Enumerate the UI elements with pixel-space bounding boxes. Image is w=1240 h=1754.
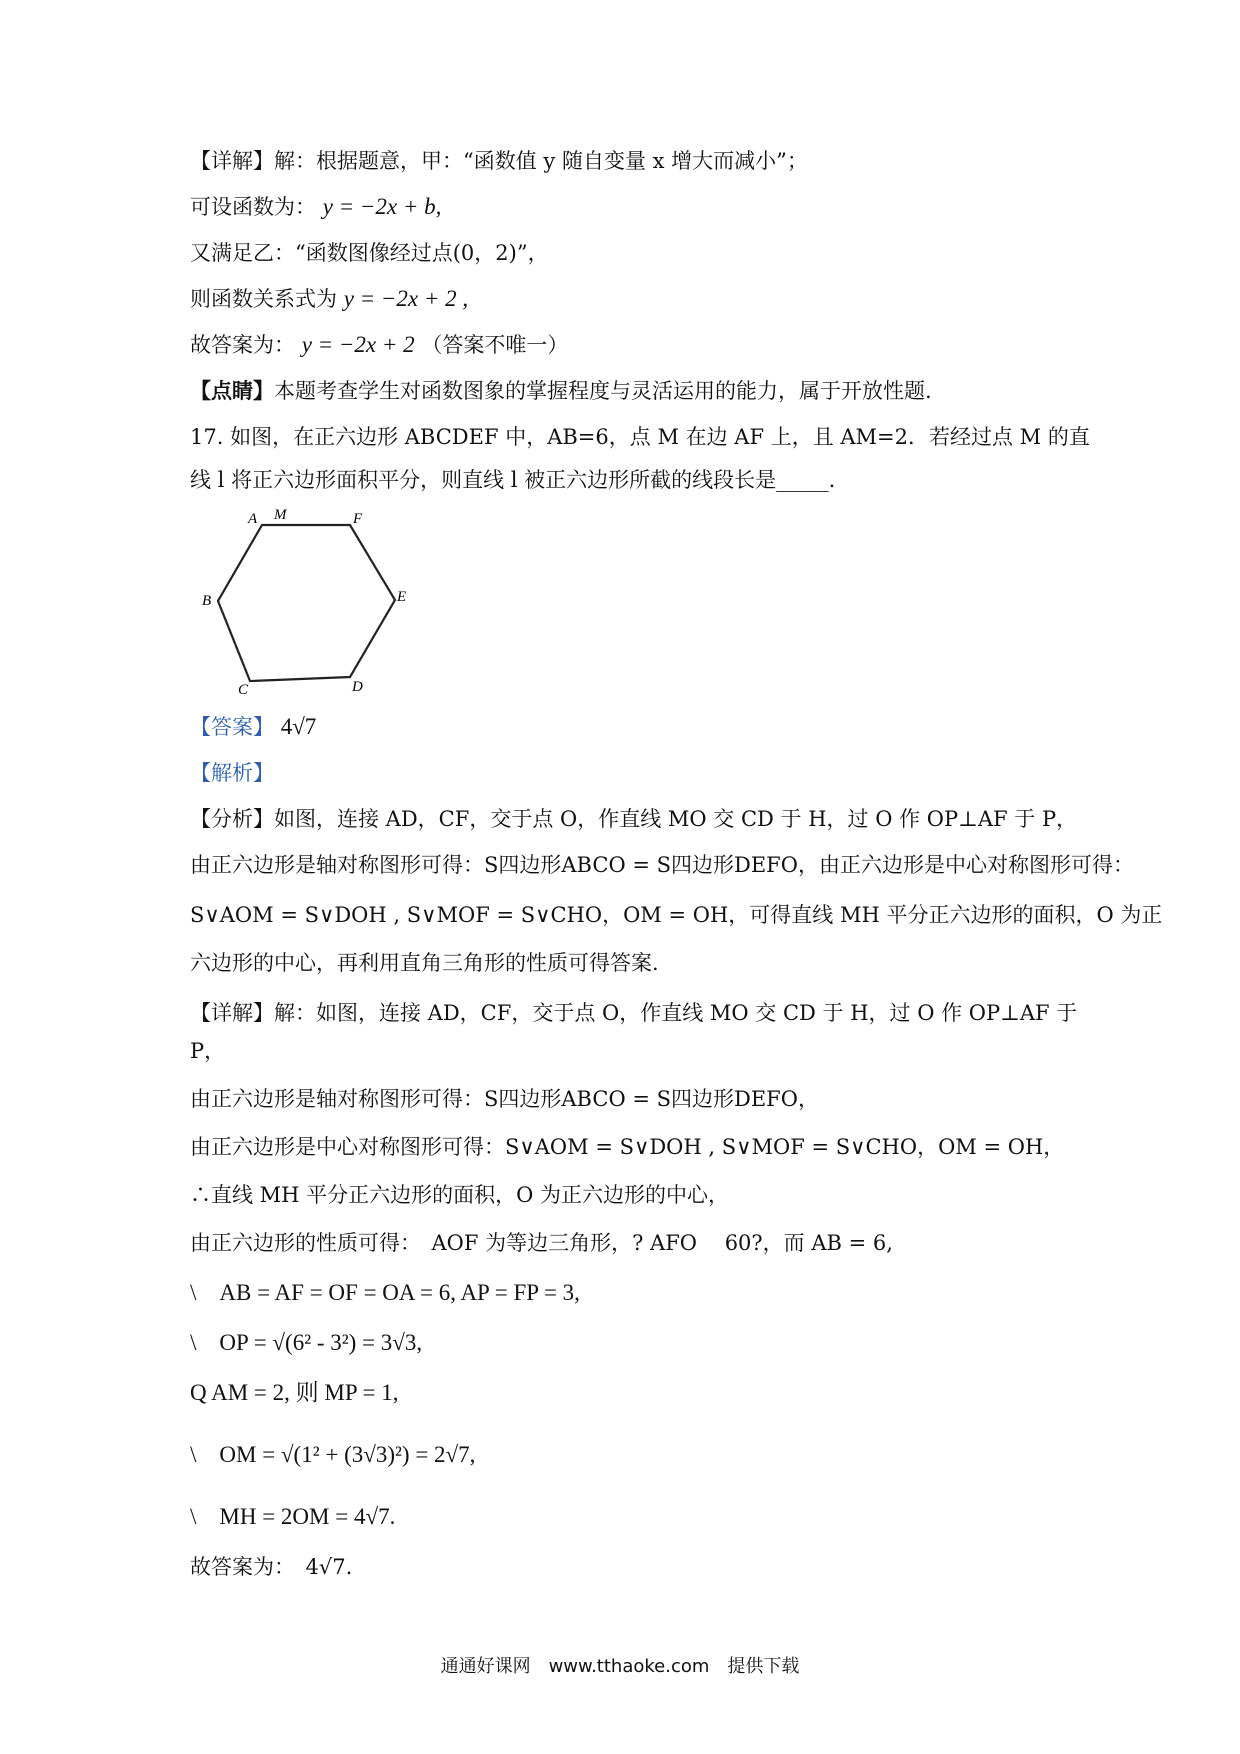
line-remark <box>190 376 932 406</box>
detail-line-2: P， <box>190 1039 226 1063</box>
label-C: C <box>238 682 249 695</box>
hexagon-figure <box>190 505 410 695</box>
detail-line-7: \ AB = AF = OF = OA = 6, AP = FP = 3, <box>190 1280 580 1305</box>
detail-line-3: 由正六边形是轴对称图形可得：S四边形ABCO = S四边形DEFO， <box>190 1087 819 1111</box>
detail-line-10: \ OM = √(1² + (3√3)²) = 2√7, <box>190 1442 476 1467</box>
text: 则函数关系式为 <box>190 287 337 311</box>
hexagon-shape <box>218 525 395 681</box>
problem-17-line-2: 线 l 将正六边形面积平分，则直线 l 被正六边形所截的线段长是_____. <box>190 468 836 492</box>
detail-line-1: 【详解】解：如图，连接 AD，CF，交于点 O，作直线 MO 交 CD 于 H，过 O 作 OP⊥AF 于 <box>190 1001 1078 1025</box>
page-footer: 通通好课网 www.tthaoke.com 提供下载 <box>440 1656 800 1677</box>
analysis-line-1: 【分析】如图，连接 AD，CF，交于点 O，作直线 MO 交 CD 于 H，过 O 作 OP⊥AF 于 P， <box>190 807 1078 831</box>
answer-value: 4√7 <box>280 714 317 739</box>
analysis-line-4: 六边形的中心，再利用直角三角形的性质可得答案. <box>190 951 659 975</box>
label-E: E <box>397 589 407 605</box>
label-A: A <box>248 511 258 527</box>
line-detail-1: 【详解】解：根据题意，甲：“函数值 y 随自变量 x 增大而减小”； <box>190 149 808 173</box>
detail-line-6: 由正六边形的性质可得： AOF 为等边三角形，? AFO 60?，而 AB = 6, <box>190 1231 893 1255</box>
line-detail-5 <box>190 330 568 360</box>
text: 可设函数为： <box>190 195 316 219</box>
problem-17-line-1: 17. 如图，在正六边形 ABCDEF 中，AB=6，点 M 在边 AF 上，且 AM=2．若经过点 M 的直 <box>190 425 1090 449</box>
analysis-label: 【解析】 <box>190 761 274 785</box>
line-detail-2 <box>190 192 441 222</box>
detail-line-8: \ OP = √(6² - 3²) = 3√3, <box>190 1330 423 1355</box>
detail-line-11: \ MH = 2OM = 4√7. <box>190 1504 396 1529</box>
detail-line-12: 故答案为： 4√7. <box>190 1555 353 1579</box>
detail-line-4: 由正六边形是中心对称图形可得：S∨AOM = S∨DOH , S∨MOF = S∨CHO，OM = OH， <box>190 1135 1065 1159</box>
detail-line-5: ∴直线 MH 平分正六边形的面积，O 为正六边形的中心， <box>190 1183 730 1207</box>
answer-line <box>190 712 316 742</box>
line-detail-3: 又满足乙：“函数图像经过点(0，2)”， <box>190 241 549 265</box>
answer-label: 【答案】 <box>190 715 274 739</box>
label-B: B <box>202 593 212 609</box>
analysis-line-2: 由正六边形是轴对称图形可得：S四边形ABCO = S四边形DEFO，由正六边形是中心对称图形可得： <box>190 853 1134 877</box>
formula: y = −2x + 2 , <box>343 286 469 311</box>
analysis-line-3: S∨AOM = S∨DOH , S∨MOF = S∨CHO，OM = OH，可得直线 MH 平分正六边形的面积，O 为正 <box>190 903 1163 927</box>
text: 故答案为： <box>190 333 295 357</box>
formula: y = −2x + b, <box>322 194 442 219</box>
label-M: M <box>274 507 287 523</box>
label-D: D <box>352 679 363 695</box>
note: （答案不唯一） <box>421 333 569 357</box>
line-detail-4 <box>190 284 468 314</box>
remark-label: 【点睛】 <box>190 378 274 403</box>
remark-text: 本题考查学生对函数图象的掌握程度与灵活运用的能力，属于开放性题. <box>274 379 932 403</box>
label-F: F <box>353 511 363 527</box>
detail-line-9: Q AM = 2, 则 MP = 1, <box>190 1380 399 1405</box>
formula: y = −2x + 2 <box>301 332 415 357</box>
